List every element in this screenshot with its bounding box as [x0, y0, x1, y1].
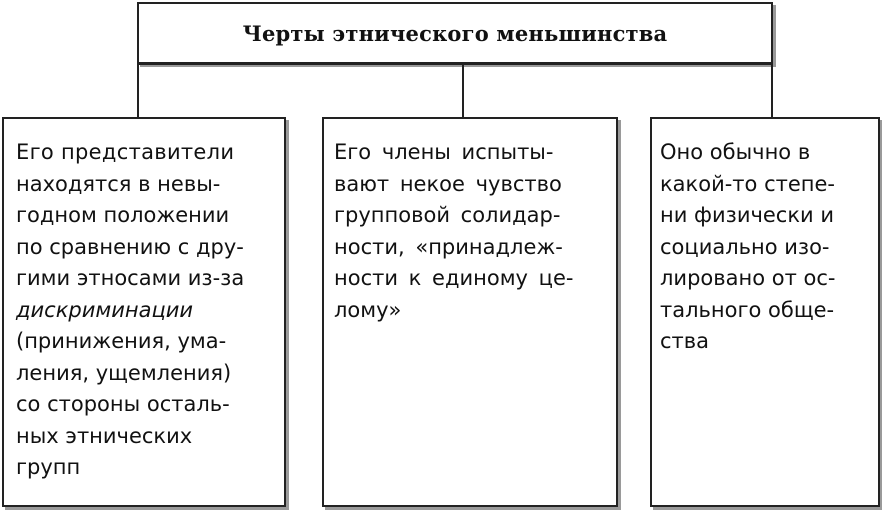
text-line: ных этнических [16, 423, 193, 448]
connector-middle-drop [462, 63, 464, 118]
text-line: находятся в невы- [16, 171, 221, 196]
connector-horizontal [137, 63, 773, 65]
title-box [137, 2, 773, 64]
connector-right-drop [771, 63, 773, 118]
text-line: групп [16, 455, 81, 479]
text-line: лировано от ос- [660, 266, 836, 290]
text-line: ности к единому це- [334, 266, 574, 290]
text-line: вают некое чувство [334, 171, 562, 196]
feature-text-disadvantage [16, 137, 244, 484]
connector-left-drop [137, 63, 139, 118]
text-line: социально изо- [660, 234, 830, 259]
text-line: лому» [334, 297, 402, 322]
text-line: ления, ущемления) [16, 360, 232, 385]
text-line: Его представители [16, 140, 235, 164]
text-line: Его члены испыты- [334, 140, 554, 164]
feature-box-solidarity [322, 117, 618, 507]
text-line: Оно обычно в [660, 140, 811, 164]
text-line: какой-то степе- [660, 171, 835, 196]
feature-box-disadvantage [2, 117, 286, 507]
diagram-title: Черты этнического меньшинства [242, 20, 668, 46]
text-line: годном положении [16, 203, 230, 227]
text-line: ни физически и [660, 203, 834, 227]
text-line: со стороны осталь- [16, 392, 230, 416]
text-line: (принижения, ума- [16, 329, 227, 353]
feature-text-isolation [660, 137, 835, 358]
text-line: ности, «принадлеж- [334, 234, 563, 259]
text-line: по сравнению с дру- [16, 234, 244, 259]
feature-text-solidarity [334, 137, 573, 326]
text-line: гими этносами из-за [16, 266, 245, 290]
text-line: групповой солидар- [334, 203, 561, 227]
text-line: ства [660, 329, 710, 353]
text-line: тального обще- [660, 297, 835, 322]
text-line-emphasis: дискриминации [16, 297, 194, 322]
feature-box-isolation [650, 117, 880, 507]
